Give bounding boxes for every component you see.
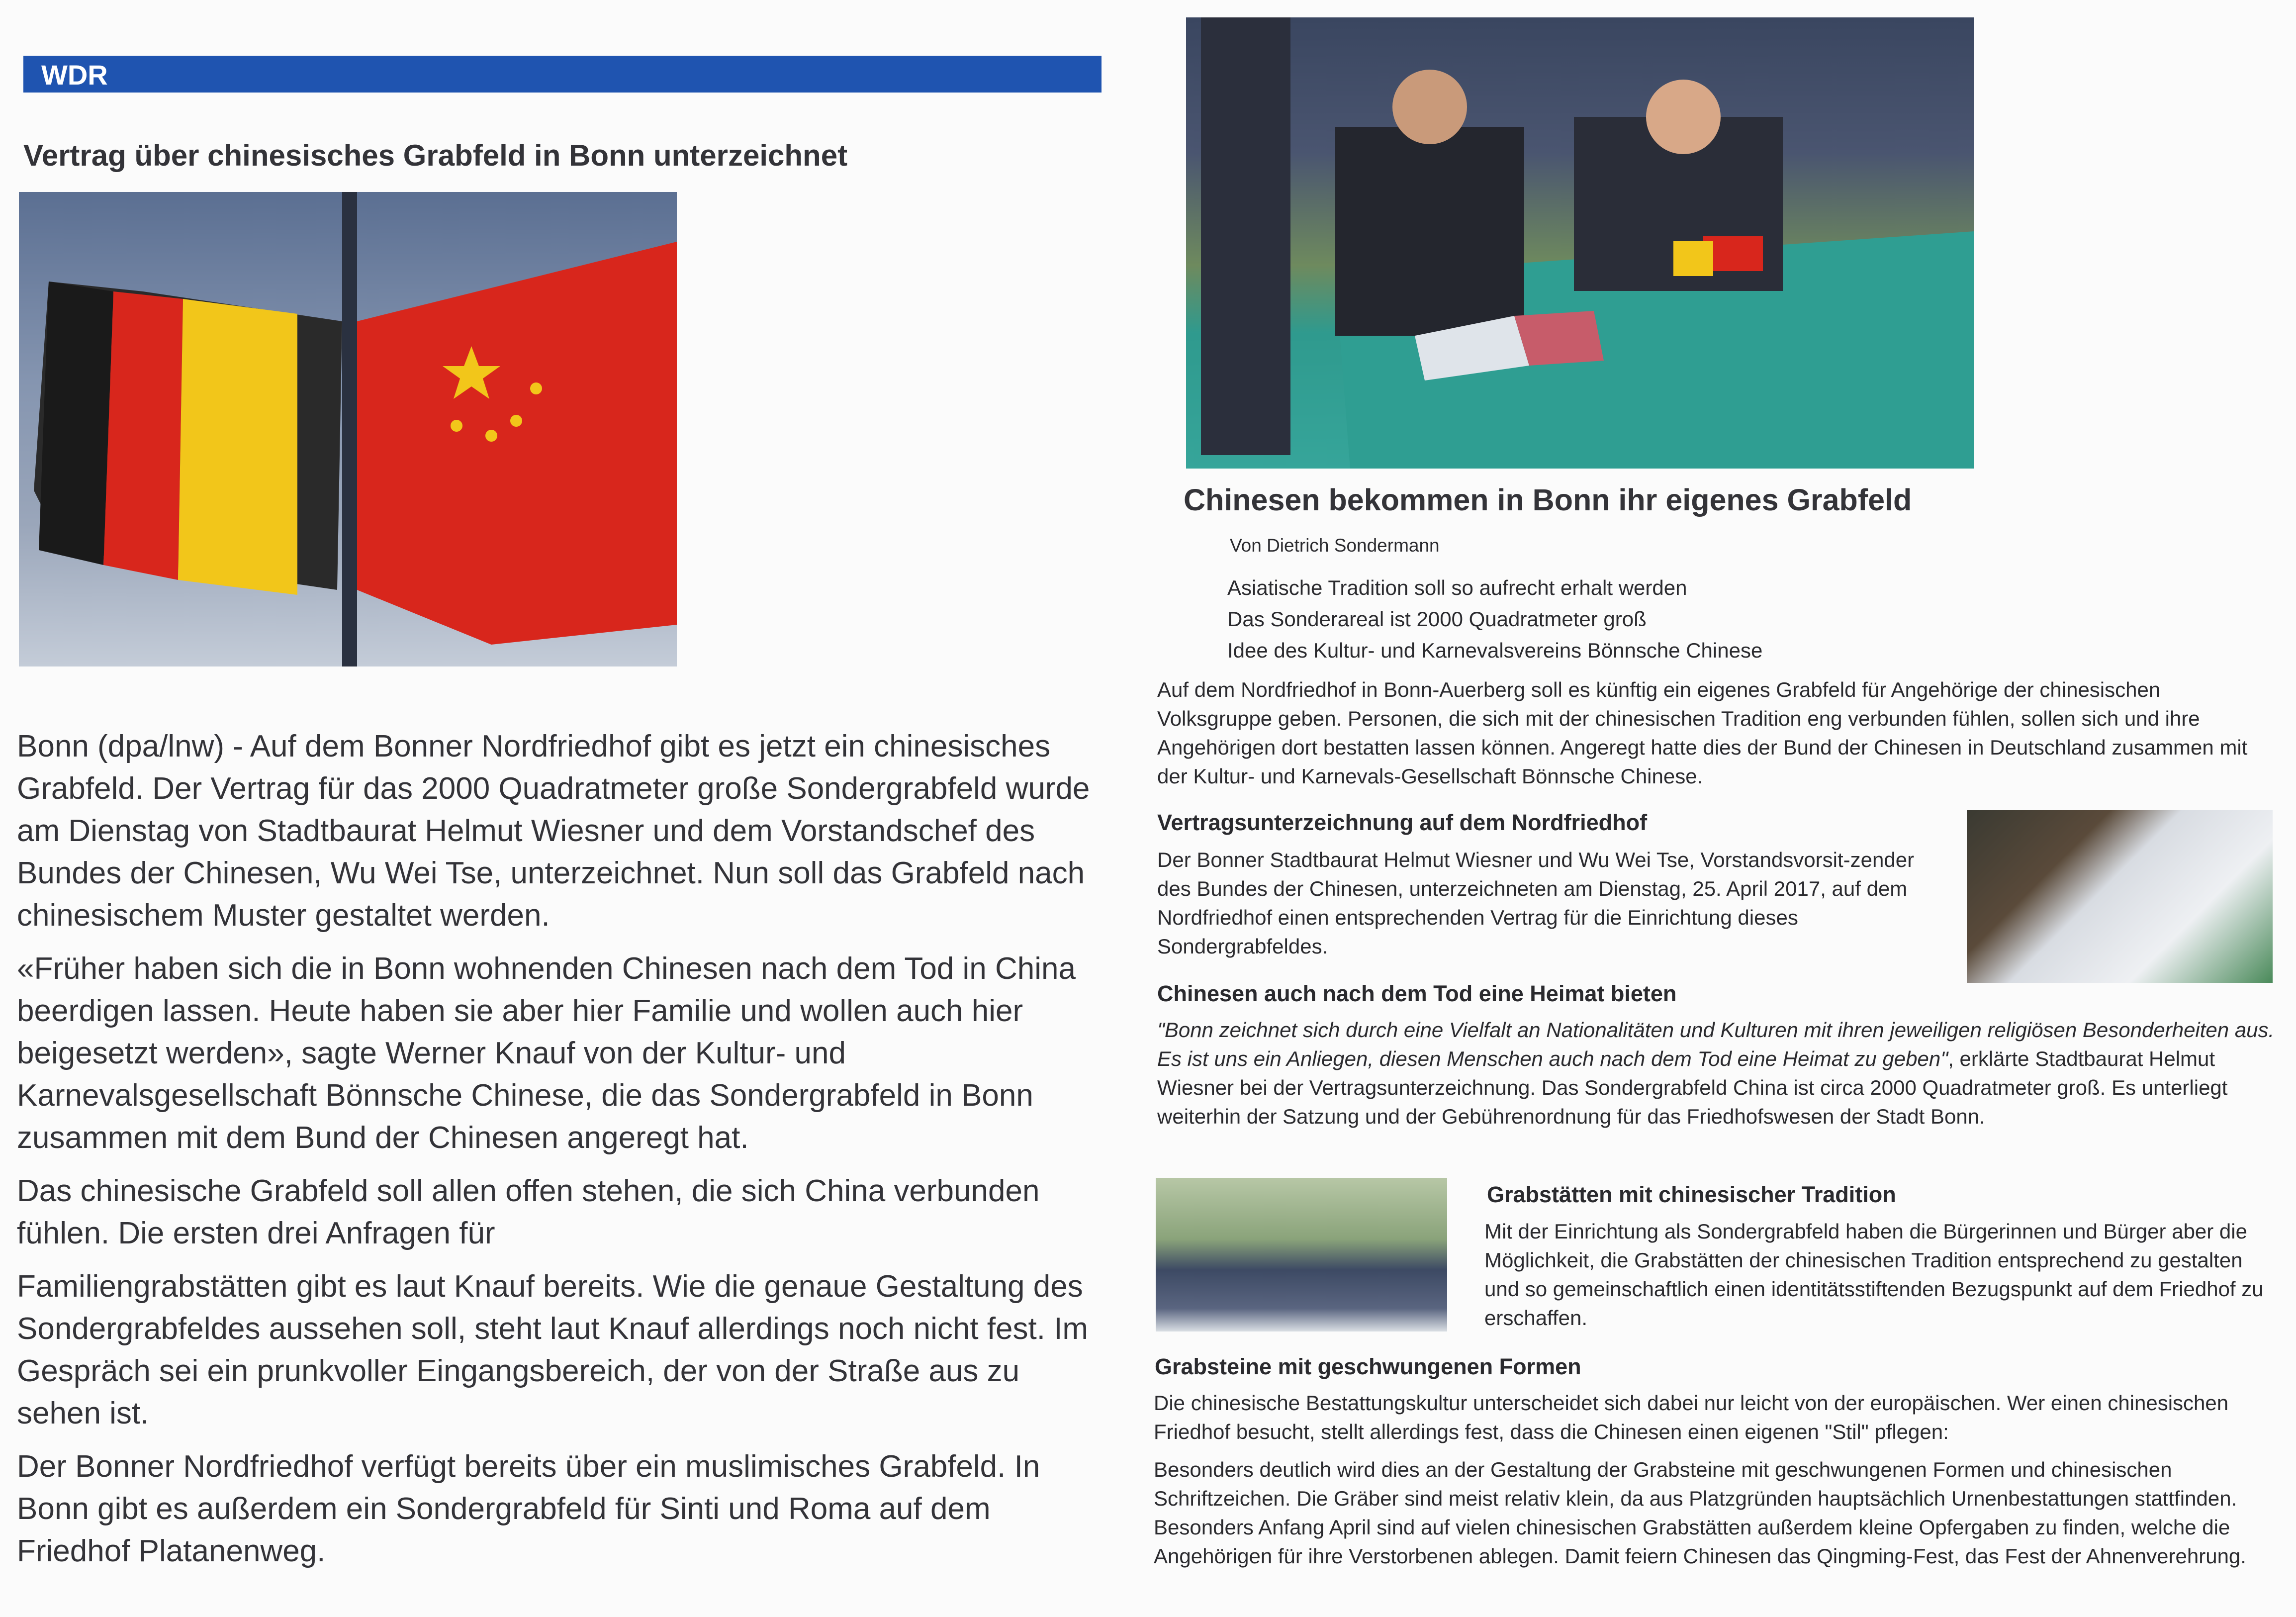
intro-paragraph: Auf dem Nordfriedhof in Bonn-Auerberg soll es künftig ein eigenes Grabfeld für Angehörige der chinesischen Volksgruppe geben. Personen, die sich mit der chinesischen Tradition eng verbunden fühlen, sollen sich und ihre Angehörigen dort bestatten lassen können. Angeregt hatte dies der Bund der Chinesen in Deutschland zusammen mit der Kultur- und Karnevals-Gesellschaft Bönnsche Chinese. xyxy=(1157,678,2248,788)
paragraph: Bonn (dpa/lnw) - Auf dem Bonner Nordfriedhof gibt es jetzt ein chinesisches Grabfeld. Der Vertrag für das 2000 Quadratmeter große Sondergrabfeld wurde am Dienstag von Stadtbaurat Helmut Wiesner und dem Vorstandschef des Bundes der Chinesen, Wu Wei Tse, unterzeichnet. Nun soll das Grabfeld nach chinesischem Muster gestaltet werden. xyxy=(17,729,1090,933)
quote-continuation: , erklärte Stadtbaurat Helmut Wiesner bei der Vertragsunterzeichnung. Das Sondergrabfeld China ist circa 2000 Quadratmeter groß. Es unterliegt weiterhin der Satzung und der Gebührenordnung für das Friedhofswesen der Stadt Bonn. xyxy=(1157,1047,2228,1128)
group-photo xyxy=(1156,1178,1447,1332)
section-text: Der Bonner Stadtbaurat Helmut Wiesner und Wu Wei Tse, Vorstandsvorsit-zender des Bundes der Chinesen, unterzeichneten am Dienstag, 25. April 2017, auf dem Nordfriedhof einen entsprechenden Vertrag für die Einrichtung dieses Sondergrabfeldes. xyxy=(1157,848,1915,958)
section-text: Mit der Einrichtung als Sondergrabfeld haben die Bürgerinnen und Bürger aber die Möglichkeit, die Grabstätten der chinesischen Tradition entsprechend zu gestalten und so gemeinschaftlich einen identitätsstiftenden Bezugspunkt auf dem Friedhof zu erschaffen. xyxy=(1484,1220,2264,1330)
right-article-title: Chinesen bekommen in Bonn ihr eigenes Grabfeld xyxy=(1184,483,1912,517)
signing-ceremony-photo xyxy=(1186,17,1974,469)
section-text: Die chinesische Bestattungskultur unterscheidet sich dabei nur leicht von der europäischen. Wer einen chinesischen Friedhof besucht, stellt allerdings fest, dass die Chinesen einen eigenen "Stil" pflegen: xyxy=(1154,1391,2229,1443)
section-text: Besonders deutlich wird dies an der Gestaltung der Grabsteine mit geschwungenen Formen und chinesischen Schriftzeichen. Die Gräber sind meist relativ klein, da aus Platzgründen hauptsächlich Urnenbestattungen stattfinden. Besonders Anfang April sind auf vielen chinesischen Grabstätten außerdem kleine Opfergaben zu finden, welche die Angehörigen für ihre Verstorbenen ablegen. Damit feiern Chinesen das Qingming-Fest, das Fest der Ahnenverehrung. xyxy=(1154,1458,2246,1568)
quote: "Bonn zeichnet sich durch eine Vielfalt an Nationalitäten und Kulturen mit ihren jeweiligen religiösen Besonderheiten aus. Es ist uns ein Anliegen, diesen Menschen auch nach dem Tod eine Heimat zu geben" xyxy=(1157,1018,2275,1070)
wdr-header-bar xyxy=(23,56,1102,93)
left-article-body xyxy=(17,725,1111,1583)
summary-item: Asiatische Tradition soll so aufrecht erhalt werden xyxy=(1227,576,1687,599)
byline: Von Dietrich Sondermann xyxy=(1230,535,1440,556)
summary-bullets xyxy=(1227,572,1762,666)
summary-item: Idee des Kultur- und Karnevalsvereins Bönnsche Chinese xyxy=(1227,639,1763,662)
section-heading: Vertragsunterzeichnung auf dem Nordfriedhof xyxy=(1157,810,1648,835)
paragraph: «Früher haben sich die in Bonn wohnenden Chinesen nach dem Tod in China beerdigen lassen. Heute haben sie aber hier Familie und wollen auch hier beigesetzt werden», sagte Werner Knauf von der Kultur- und Karnevalsgesellschaft Bönnsche Chinese, die das Sondergrabfeld in Bonn zusammen mit dem Bund der Chinesen angeregt hat. xyxy=(17,951,1076,1155)
wdr-label: WDR xyxy=(41,59,108,91)
left-article-title: Vertrag über chinesisches Grabfeld in Bonn unterzeichnet xyxy=(23,139,848,172)
section-heading: Grabsteine mit geschwungenen Formen xyxy=(1155,1354,1581,1379)
signing-hand-photo xyxy=(1967,810,2273,983)
summary-item: Das Sonderareal ist 2000 Quadratmeter groß xyxy=(1227,607,1647,631)
paragraph: Familiengrabstätten gibt es laut Knauf bereits. Wie die genaue Gestaltung des Sondergrabfeldes aussehen soll, steht laut Knauf allerdings noch nicht fest. Im Gespräch sei ein prunkvoller Eingangsbereich, der von der Straße aus zu sehen ist. xyxy=(17,1269,1089,1430)
paragraph: Der Bonner Nordfriedhof verfügt bereits über ein muslimisches Grabfeld. In Bonn gibt es außerdem ein Sondergrabfeld für Sinti und Roma auf dem Friedhof Platanenweg. xyxy=(17,1449,1040,1568)
section-heading: Chinesen auch nach dem Tod eine Heimat bieten xyxy=(1157,981,1677,1006)
section-heading: Grabstätten mit chinesischer Tradition xyxy=(1487,1182,1896,1207)
paragraph: Das chinesische Grabfeld soll allen offen stehen, die sich China verbunden fühlen. Die ersten drei Anfragen für xyxy=(17,1174,1040,1250)
flags-photo xyxy=(19,192,677,666)
section-text xyxy=(1157,1016,2281,1131)
